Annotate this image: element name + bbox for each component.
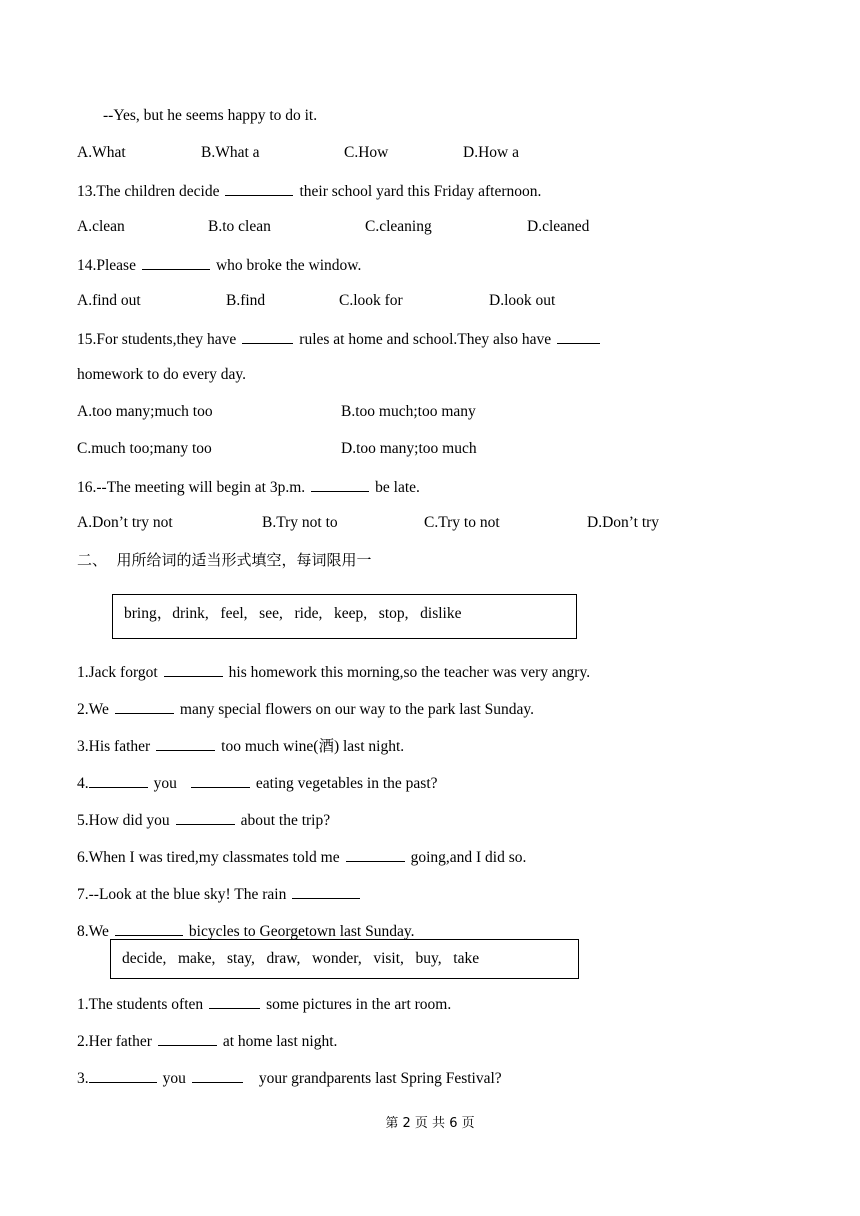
q15-option-c: C.much too;many too: [77, 440, 212, 457]
q12-option-c: C.How: [344, 144, 389, 161]
q13-stem-post: their school yard this Friday afternoon.: [299, 183, 542, 200]
part1-item-5: [77, 809, 330, 831]
part1-item-2-blank[interactable]: [115, 698, 174, 714]
part1-item-7: [77, 883, 366, 905]
part1-item-6: [77, 846, 526, 868]
q12-option-d: D.How a: [463, 144, 519, 161]
part1-item-3-pre: 3.His father: [77, 738, 151, 755]
part1-item-4: [77, 772, 438, 794]
part1-item-8-blank[interactable]: [115, 920, 183, 936]
q13-option-d: D.cleaned: [527, 218, 590, 235]
part1-item-4-pre: 4.: [77, 775, 89, 792]
q16-stem-pre: 16.--The meeting will begin at 3p.m.: [77, 479, 306, 496]
part1-item-2-post: many special flowers on our way to the park last Sunday.: [179, 701, 535, 718]
q14-stem-post: who broke the window.: [215, 257, 362, 274]
part1-item-2-pre: 2.We: [77, 701, 109, 718]
q15-option-d: D.too many;too much: [341, 440, 477, 457]
part1-item-5-pre: 5.How did you: [77, 812, 170, 829]
part1-item-4-mid: you: [153, 775, 177, 792]
q15-option-a: A.too many;much too: [77, 403, 213, 420]
q16-option-b: B.Try not to: [262, 514, 338, 531]
part1-item-3-blank[interactable]: [156, 735, 215, 751]
part1-item-3-post: too much wine(酒) last night.: [221, 738, 405, 755]
part2-item-2-post: at home last night.: [222, 1033, 338, 1050]
q13-option-a: A.clean: [77, 218, 125, 235]
part1-item-1-blank[interactable]: [164, 661, 223, 677]
q14-option-d: D.look out: [489, 292, 556, 309]
part2-item-3-blank-1[interactable]: [89, 1067, 157, 1083]
part2-item-3-post: your grandparents last Spring Festival?: [258, 1070, 502, 1087]
part2-item-3-blank-2[interactable]: [192, 1067, 243, 1083]
q12-answer-line: --Yes, but he seems happy to do it.: [103, 107, 318, 124]
q12-option-a: A.What: [77, 144, 126, 161]
part1-item-1-post: his homework this morning,so the teacher was very angry.: [228, 664, 591, 681]
q13-option-b: B.to clean: [208, 218, 271, 235]
q13-option-c: C.cleaning: [365, 218, 432, 235]
part2-item-2-pre: 2.Her father: [77, 1033, 152, 1050]
part1-item-8-post: bicycles to Georgetown last Sunday.: [188, 923, 415, 940]
part1-item-2: [77, 698, 534, 720]
q14-option-c: C.look for: [339, 292, 403, 309]
q16-stem-post: be late.: [375, 479, 420, 496]
q13-blank[interactable]: [225, 180, 293, 196]
q13-stem-pre: 13.The children decide: [77, 183, 220, 200]
q14-stem: [77, 254, 361, 276]
q16-option-c: C.Try to not: [424, 514, 500, 531]
part1-item-5-post: about the trip?: [240, 812, 331, 829]
q15-blank-1[interactable]: [242, 328, 293, 344]
part2-item-3-pre: 3.: [77, 1070, 89, 1087]
q15-stem-line2: homework to do every day.: [77, 366, 247, 383]
part2-item-1-blank[interactable]: [209, 993, 260, 1009]
q14-option-b: B.find: [226, 292, 266, 309]
part1-item-4-post: eating vegetables in the past?: [255, 775, 438, 792]
part1-item-7-pre: 7.--Look at the blue sky! The rain: [77, 886, 287, 903]
q15-stem: [77, 328, 606, 350]
part1-item-4-blank-2[interactable]: [191, 772, 250, 788]
part1-item-5-blank[interactable]: [176, 809, 235, 825]
word-box-1: bring，drink, feel, see, ride, keep, stop, dislike: [112, 594, 577, 639]
part2-item-1-pre: 1.The students often: [77, 996, 204, 1013]
part1-item-1-pre: 1.Jack forgot: [77, 664, 158, 681]
part1-item-7-blank[interactable]: [292, 883, 360, 899]
q15-blank-2[interactable]: [557, 328, 600, 344]
part2-item-1: [77, 993, 451, 1015]
q14-option-a: A.find out: [77, 292, 141, 309]
q15-stem-pre: 15.For students,they have: [77, 331, 237, 348]
q14-blank[interactable]: [142, 254, 210, 270]
part1-item-3: [77, 735, 404, 757]
q15-option-b: B.too much;too many: [341, 403, 476, 420]
part1-item-6-pre: 6.When I was tired,my classmates told me: [77, 849, 340, 866]
section2-heading: 二、 用所给词的适当形式填空，每词限用一: [77, 551, 372, 569]
part2-item-3-mid: you: [162, 1070, 186, 1087]
part1-item-6-post: going,and I did so.: [410, 849, 527, 866]
part2-item-1-post: some pictures in the art room.: [266, 996, 452, 1013]
q12-option-b: B.What a: [201, 144, 260, 161]
word-box-2: decide, make, stay, draw, wonder, visit, buy, take: [110, 939, 579, 979]
q16-blank[interactable]: [311, 476, 369, 492]
part1-item-6-blank[interactable]: [346, 846, 405, 862]
q13-stem: [77, 180, 541, 202]
q16-stem: [77, 476, 420, 498]
part1-item-4-blank-1[interactable]: [89, 772, 148, 788]
part2-item-2-blank[interactable]: [158, 1030, 217, 1046]
page-footer: 第 2 页 共 6 页: [385, 1116, 475, 1131]
q14-stem-pre: 14.Please: [77, 257, 136, 274]
q16-option-d: D.Don’t try: [587, 514, 660, 531]
part2-item-2: [77, 1030, 337, 1052]
part2-item-3: [77, 1067, 502, 1089]
q15-stem-mid: rules at home and school.They also have: [299, 331, 552, 348]
part1-item-8-pre: 8.We: [77, 923, 109, 940]
q16-option-a: A.Don’t try not: [77, 514, 173, 531]
part1-item-1: [77, 661, 590, 683]
